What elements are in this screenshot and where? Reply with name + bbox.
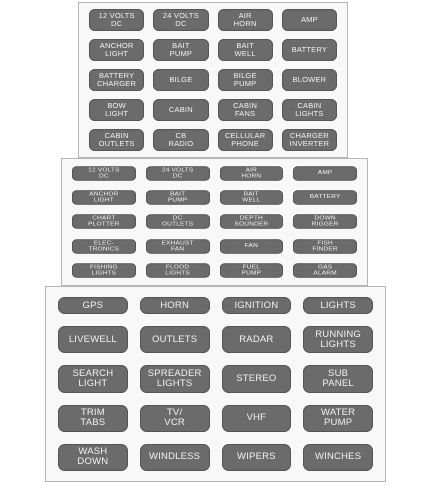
panel-label: FAN [220, 239, 284, 254]
label-grid-bottom [58, 297, 373, 471]
panel-label: OUTLETS [140, 326, 210, 353]
panel-label: BATTERY [282, 39, 337, 61]
panel-label: TV/ VCR [140, 405, 210, 432]
panel-label: IGNITION [222, 297, 292, 314]
panel-label: 12 VOLTS DC [89, 9, 144, 31]
panel-label: FISH FINDER [293, 239, 357, 254]
panel-label: FUEL PUMP [220, 263, 284, 278]
panel-label: 24 VOLTS DC [146, 166, 210, 181]
panel-label: BILGE [153, 69, 208, 91]
panel-label: CABIN [153, 99, 208, 121]
panel-label: BAIT WELL [218, 39, 273, 61]
label-sheet-top [78, 2, 348, 158]
panel-label: SPREADER LIGHTS [140, 365, 210, 392]
panel-label: 12 VOLTS DC [72, 166, 136, 181]
panel-label: BAIT PUMP [153, 39, 208, 61]
panel-label: CABIN LIGHTS [282, 99, 337, 121]
panel-label: CABIN FANS [218, 99, 273, 121]
panel-label: AIR HORN [218, 9, 273, 31]
panel-label: CB RADIO [153, 129, 208, 151]
panel-label: WINDLESS [140, 444, 210, 471]
panel-label: SEARCH LIGHT [58, 365, 128, 392]
panel-label: AMP [293, 166, 357, 181]
label-grid-top [89, 9, 337, 151]
panel-label: ANCHOR LIGHT [72, 190, 136, 205]
panel-label: BATTERY [293, 190, 357, 205]
panel-label: BAIT PUMP [146, 190, 210, 205]
panel-label: LIVEWELL [58, 326, 128, 353]
panel-label: BOW LIGHT [89, 99, 144, 121]
panel-label: CELLULAR PHONE [218, 129, 273, 151]
panel-label: WINCHES [303, 444, 373, 471]
panel-label: VHF [222, 405, 292, 432]
panel-label: WIPERS [222, 444, 292, 471]
panel-label: WASH DOWN [58, 444, 128, 471]
panel-label: CHARGER INVERTER [282, 129, 337, 151]
label-grid-middle [72, 165, 357, 279]
panel-label: AMP [282, 9, 337, 31]
panel-label: EXHAUST FAN [146, 239, 210, 254]
panel-label: BLOWER [282, 69, 337, 91]
panel-label: DEPTH SOUNDER [220, 215, 284, 230]
panel-label: BAIT WELL [220, 190, 284, 205]
panel-label: HORN [140, 297, 210, 314]
panel-label: CABIN OUTLETS [89, 129, 144, 151]
panel-label: RUNNING LIGHTS [303, 326, 373, 353]
panel-label: SUB PANEL [303, 365, 373, 392]
panel-label: GPS [58, 297, 128, 314]
panel-label: GAS ALARM [293, 263, 357, 278]
panel-label: AIR HORN [220, 166, 284, 181]
panel-label: BATTERY CHARGER [89, 69, 144, 91]
panel-label: LIGHTS [303, 297, 373, 314]
panel-label: WATER PUMP [303, 405, 373, 432]
panel-label: ELEC- TRONICS [72, 239, 136, 254]
panel-label: STEREO [222, 365, 292, 392]
panel-label: FLOOD LIGHTS [146, 263, 210, 278]
panel-label: RADAR [222, 326, 292, 353]
panel-label: DC OUTLETS [146, 215, 210, 230]
panel-label: TRIM TABS [58, 405, 128, 432]
panel-label: BILGE PUMP [218, 69, 273, 91]
panel-label: 24 VOLTS DC [153, 9, 208, 31]
panel-label: FISHING LIGHTS [72, 263, 136, 278]
label-sheet-bottom [45, 286, 386, 482]
label-sheet-middle [61, 158, 368, 286]
panel-label: ANCHOR LIGHT [89, 39, 144, 61]
panel-label: DOWN RIGGER [293, 215, 357, 230]
panel-label: CHART PLOTTER [72, 215, 136, 230]
